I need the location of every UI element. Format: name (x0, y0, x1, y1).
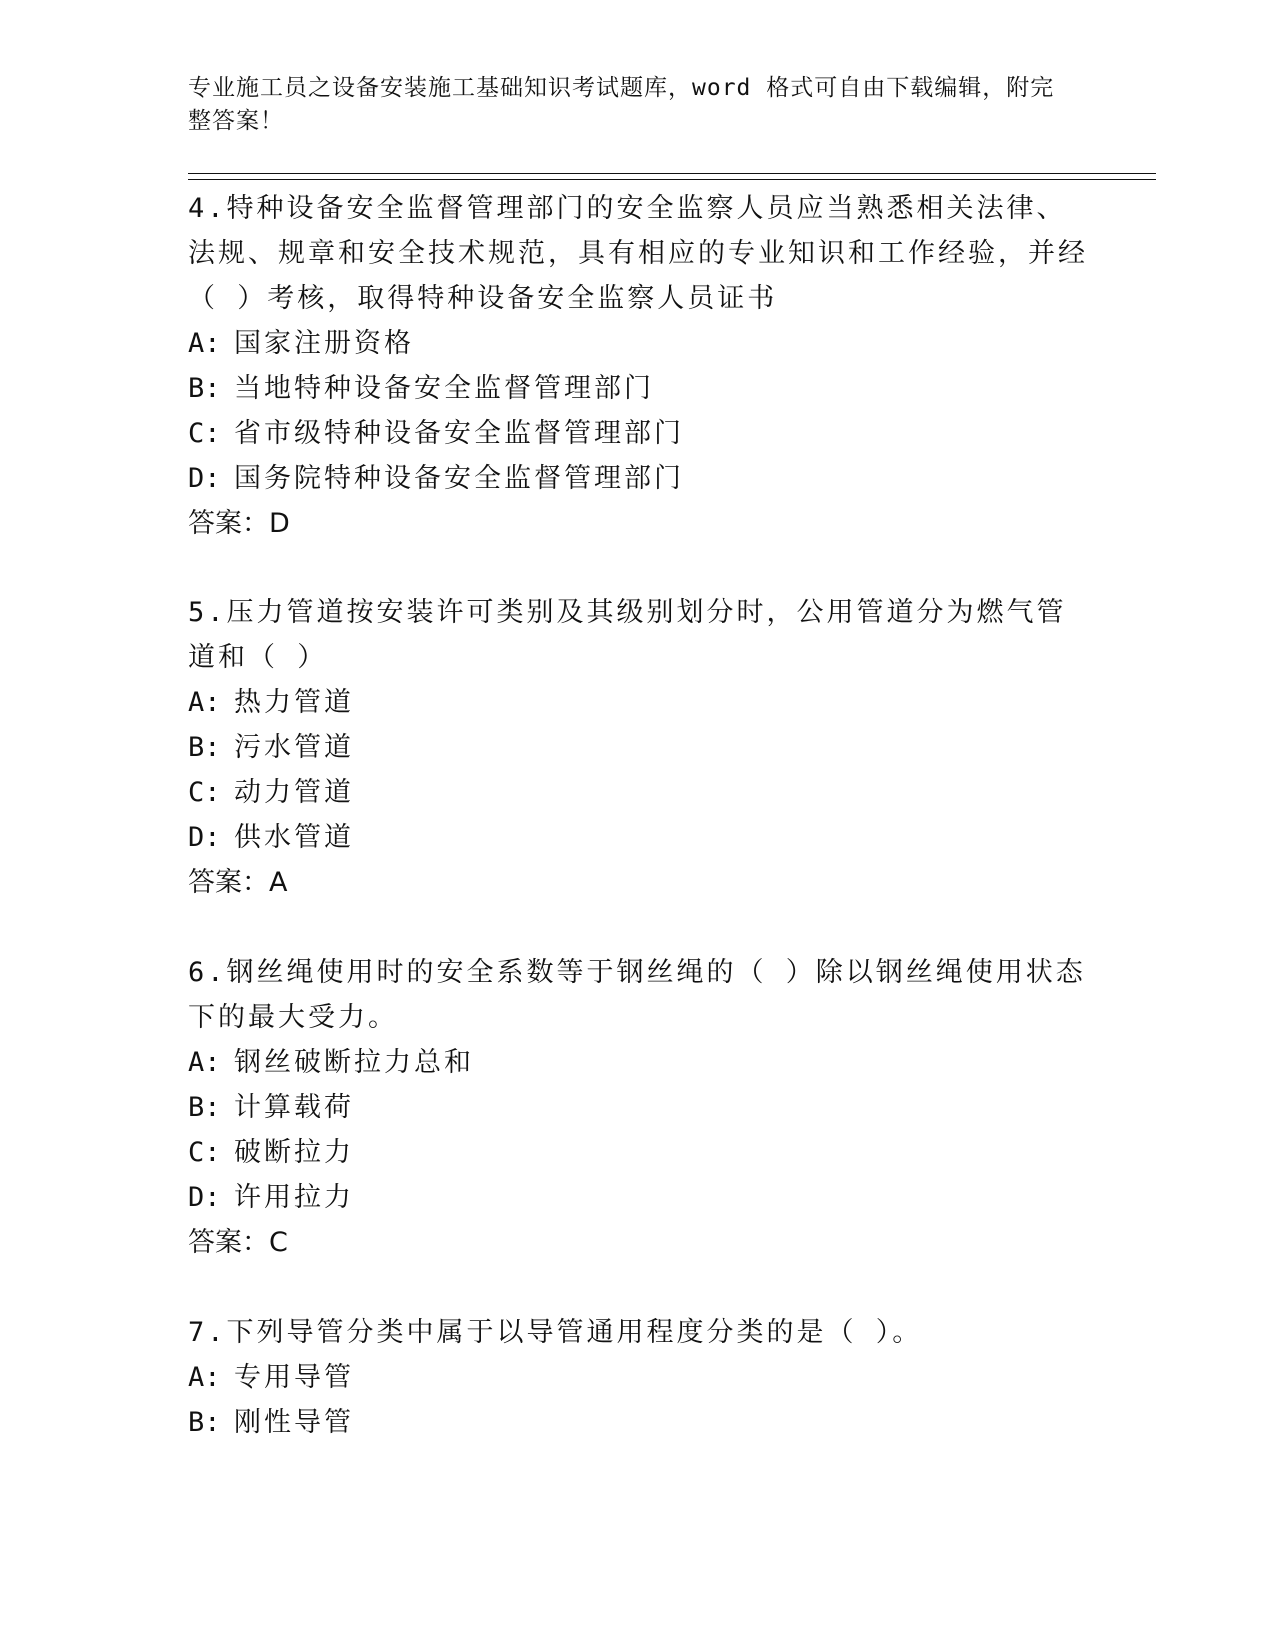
option-a (188, 1040, 1088, 1085)
question-7 (188, 1310, 1088, 1445)
option-text: 国务院特种设备安全监督管理部门 (234, 463, 684, 494)
document-header: 专业施工员之设备安装施工基础知识考试题库，word 格式可自由下载编辑，附完整答案！ (188, 75, 1055, 134)
option-text: 污水管道 (234, 732, 354, 763)
option-key: C: (188, 1137, 221, 1168)
option-text: 供水管道 (234, 822, 354, 853)
option-b (188, 725, 1088, 770)
option-key: B: (188, 1092, 221, 1123)
question-5 (188, 590, 1088, 905)
option-text: 破断拉力 (234, 1137, 354, 1168)
option-key: D: (188, 822, 221, 853)
option-a (188, 1355, 1088, 1400)
option-key: D: (188, 1182, 221, 1213)
option-key: A: (188, 1362, 221, 1393)
option-key: B: (188, 1407, 221, 1438)
answer-line: 答案：C (188, 1227, 288, 1258)
option-text: 热力管道 (234, 687, 354, 718)
option-b (188, 1400, 1088, 1445)
option-key: C: (188, 418, 221, 449)
option-d (188, 815, 1088, 860)
header-divider-top (188, 173, 1156, 174)
option-text: 国家注册资格 (234, 328, 414, 359)
option-text: 动力管道 (234, 777, 354, 808)
option-a (188, 680, 1088, 725)
answer-line: 答案：D (188, 508, 290, 539)
option-key: A: (188, 687, 221, 718)
header-divider-bottom (188, 179, 1156, 180)
option-a (188, 321, 1088, 366)
option-d (188, 456, 1088, 501)
option-b (188, 1085, 1088, 1130)
option-c (188, 1130, 1088, 1175)
question-stem: 7.下列导管分类中属于以导管通用程度分类的是（ ）。 (188, 1317, 923, 1348)
option-key: A: (188, 328, 221, 359)
option-text: 刚性导管 (234, 1407, 354, 1438)
option-text: 钢丝破断拉力总和 (234, 1047, 474, 1078)
option-key: B: (188, 373, 221, 404)
question-4 (188, 186, 1088, 546)
option-c (188, 411, 1088, 456)
option-key: A: (188, 1047, 221, 1078)
option-text: 当地特种设备安全监督管理部门 (234, 373, 654, 404)
option-key: C: (188, 777, 221, 808)
option-b (188, 366, 1088, 411)
question-stem: 5.压力管道按安装许可类别及其级别划分时，公用管道分为燃气管道和（ ） (188, 597, 1067, 673)
option-key: D: (188, 463, 221, 494)
option-text: 计算载荷 (234, 1092, 354, 1123)
question-stem: 4.特种设备安全监督管理部门的安全监察人员应当熟悉相关法律、法规、规章和安全技术规范，具有相应的专业知识和工作经验，并经（ ）考核，取得特种设备安全监察人员证书 (188, 193, 1088, 314)
option-text: 许用拉力 (234, 1182, 354, 1213)
option-c (188, 770, 1088, 815)
question-stem: 6.钢丝绳使用时的安全系数等于钢丝绳的（ ）除以钢丝绳使用状态下的最大受力。 (188, 957, 1086, 1033)
answer-line: 答案：A (188, 867, 288, 898)
option-text: 专用导管 (234, 1362, 354, 1393)
option-d (188, 1175, 1088, 1220)
option-text: 省市级特种设备安全监督管理部门 (234, 418, 684, 449)
question-6 (188, 950, 1088, 1265)
option-key: B: (188, 732, 221, 763)
